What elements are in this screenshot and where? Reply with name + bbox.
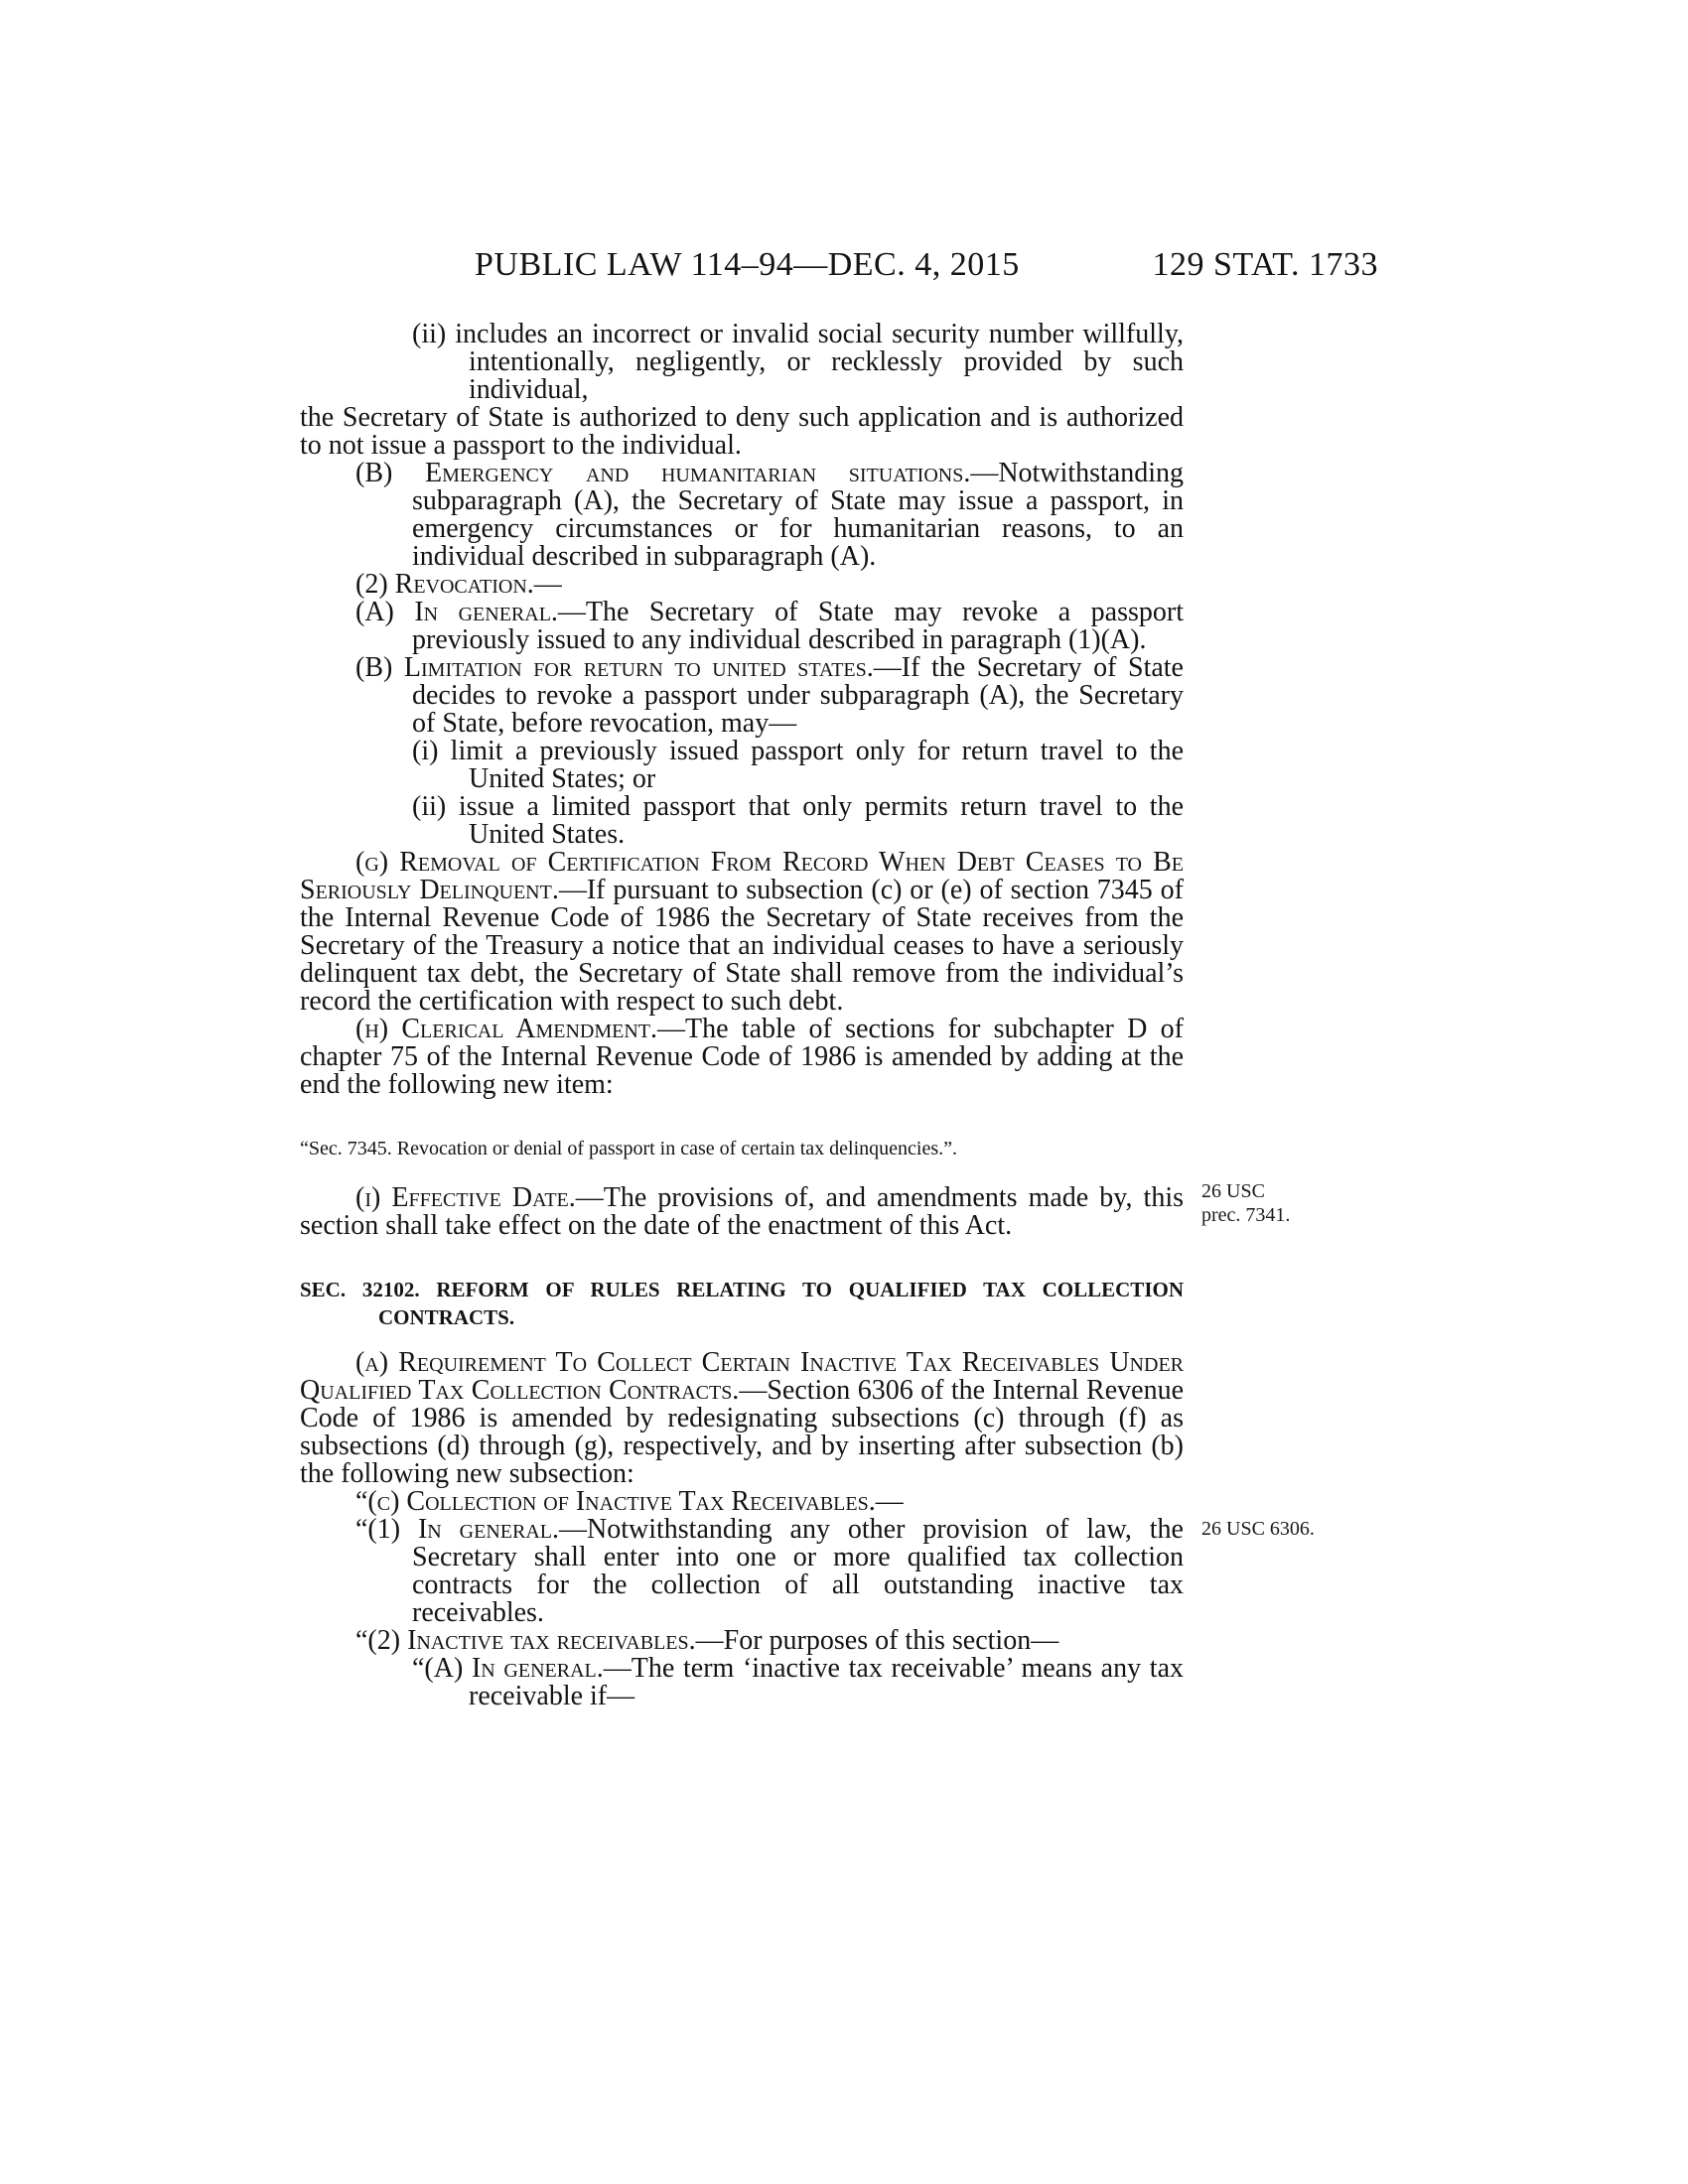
margin-note-usc-line: 26 USC <box>1201 1180 1265 1202</box>
paragraph-1-heading: “(1) In general. <box>355 1514 559 1545</box>
subparagraph-a-in-general <box>300 599 1184 654</box>
subsection-g-removal <box>300 849 1184 1016</box>
paragraph-2-revocation <box>300 571 1184 599</box>
subparagraph-a-inactive-text: —The term ‘inactive tax receivable’ means any tax receivable if— <box>469 1653 1184 1711</box>
subsection-i-effective-date <box>300 1184 1184 1240</box>
paragraph-1-in-general <box>300 1516 1184 1627</box>
document-body <box>300 321 1184 1710</box>
margin-note-prec-line: prec. 7341. <box>1201 1204 1291 1226</box>
header-stat-page: 129 STAT. 1733 <box>1152 246 1378 283</box>
subsection-g-text: —If pursuant to subsection (c) or (e) of section 7345 of the Internal Revenue Code of 1986 the Secretary of State receives from the Secretary of the Treasury a notice that an individual ceases to have a seriously delinquent tax debt, the Secretary of State shall remove from the individual’s record the certification with respect to such debt. <box>300 875 1184 1017</box>
subparagraph-b-limitation <box>300 654 1184 738</box>
subparagraph-b-heading: (B) Emergency and humanitarian situations. <box>355 458 971 488</box>
subparagraph-b-limitation-heading: (B) Limitation for return to united states. <box>355 652 874 683</box>
clause-ii-limited-passport: (ii) issue a limited passport that only permits return travel to the United States. <box>412 791 1184 850</box>
margin-note-usc-6306: 26 USC 6306. <box>1201 1518 1315 1540</box>
paragraph-2-inactive-text: —For purposes of this section— <box>695 1625 1059 1656</box>
subparagraph-a-inactive-in-general <box>300 1655 1184 1710</box>
subparagraph-b-emergency <box>300 460 1184 571</box>
section-heading-32102: SEC. 32102. REFORM OF RULES RELATING TO QUALIFIED TAX COLLECTION CONTRACTS. <box>300 1278 1184 1329</box>
subparagraph-a-inactive-heading: “(A) In general. <box>412 1653 604 1684</box>
subparagraph-a-text: —The Secretary of State may revoke a passport previously issued to any individual described in paragraph (1)(A). <box>412 597 1184 655</box>
deny-passport-paragraph: the Secretary of State is authorized to deny such application and is authorized to not issue a passport to the individual. <box>300 402 1184 461</box>
subparagraph-b-limitation-text: —If the Secretary of State decides to revoke a passport under subparagraph (A), the Secretary of State, before revocation, may— <box>412 652 1184 739</box>
subsection-h-text: —The table of sections for subchapter D of chapter 75 of the Internal Revenue Code of 1986 is amended by adding at the end the following new item: <box>300 1014 1184 1100</box>
subsection-c-heading: “(c) Collection of Inactive Tax Receivables. <box>355 1486 876 1517</box>
subsection-i-text: —The provisions of, and amendments made by, this section shall take effect on the date of the enactment of this Act. <box>300 1182 1185 1241</box>
paragraph-2-inactive-receivables <box>300 1627 1184 1655</box>
subparagraph-b-text: —Notwithstanding subparagraph (A), the Secretary of State may issue a passport, in emergency circumstances or for humanitarian reasons, to an individual described in subparagraph (A). <box>412 458 1184 572</box>
subsection-h-heading: (h) Clerical Amendment. <box>355 1014 658 1044</box>
paragraph-2-inactive-heading: “(2) Inactive tax receivables. <box>355 1625 696 1656</box>
subsection-h-clerical <box>300 1016 1184 1099</box>
subsection-i-heading: (i) Effective Date. <box>355 1182 576 1213</box>
subparagraph-a-heading: (A) In general. <box>355 597 558 627</box>
clause-i-limit-passport: (i) limit a previously issued passport only for return travel to the United States; or <box>412 736 1184 794</box>
subsection-c-text: — <box>875 1486 904 1517</box>
subsection-a-requirement <box>300 1349 1184 1488</box>
subsection-c-collection <box>300 1488 1184 1516</box>
margin-note-usc-prec-7341 <box>1201 1179 1290 1227</box>
clause-ii-incorrect-ssn: (ii) includes an incorrect or invalid social security number willfully, intentionally, negligently, or recklessly provided by such individual, <box>412 319 1184 405</box>
subsection-g-heading: (g) Removal of Certification From Record When Debt Ceases to Be Seriously Delinquent. <box>300 847 1184 905</box>
subsection-a-heading: (a) Requirement To Collect Certain Inactive Tax Receivables Under Qualified Tax Collection Contracts. <box>300 1347 1184 1406</box>
paragraph-2-text: — <box>533 569 562 600</box>
paragraph-2-heading: (2) Revocation. <box>355 569 534 600</box>
table-of-sections-item: “Sec. 7345. Revocation or denial of passport in case of certain tax delinquencies.”. <box>300 1138 957 1160</box>
paragraph-1-text: —Notwithstanding any other provision of law, the Secretary shall enter into one or more qualified tax collection contracts for the collection of all outstanding inactive tax receivables. <box>412 1514 1184 1628</box>
header-public-law: PUBLIC LAW 114–94—DEC. 4, 2015 <box>475 246 1020 283</box>
subsection-a-text: —Section 6306 of the Internal Revenue Code of 1986 is amended by redesignating subsections (c) through (f) as subsections (d) through (g), respectively, and by inserting after subsection (b) the following new subsection: <box>300 1375 1184 1489</box>
